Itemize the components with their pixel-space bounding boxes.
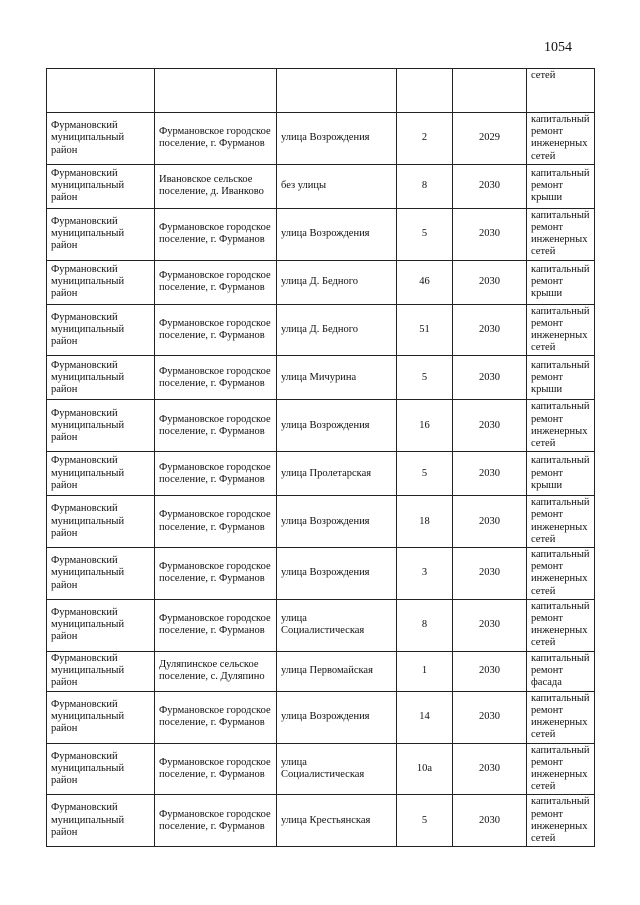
work-cell: капитальный ремонт инженерных сетей [527, 743, 595, 795]
year-cell: 2030 [453, 452, 527, 496]
year-cell: 2030 [453, 400, 527, 452]
table-row [47, 743, 595, 795]
work-cell: капитальный ремонт крыши [527, 356, 595, 400]
settlement-cell: Ивановское сельское поселение, д. Иванково [155, 164, 277, 208]
settlement-cell: Фурмановское городское поселение, г. Фурманов [155, 795, 277, 847]
year-cell: 2029 [453, 113, 527, 165]
settlement-cell: Фурмановское городское поселение, г. Фурманов [155, 599, 277, 651]
settlement-cell [155, 69, 277, 113]
year-cell: 2030 [453, 208, 527, 260]
house-cell: 8 [397, 599, 453, 651]
house-cell [397, 69, 453, 113]
street-cell [277, 69, 397, 113]
street-cell: улица Возрождения [277, 691, 397, 743]
district-cell: Фурмановский муниципальный район [47, 304, 155, 356]
table-body [47, 69, 595, 847]
work-cell: капитальный ремонт инженерных сетей [527, 113, 595, 165]
settlement-cell: Фурмановское городское поселение, г. Фурманов [155, 691, 277, 743]
street-cell: улица Возрождения [277, 113, 397, 165]
work-cell: капитальный ремонт крыши [527, 452, 595, 496]
street-cell: улица Возрождения [277, 208, 397, 260]
district-cell: Фурмановский муниципальный район [47, 400, 155, 452]
house-cell: 5 [397, 356, 453, 400]
work-cell: капитальный ремонт крыши [527, 164, 595, 208]
table-row [47, 795, 595, 847]
table-row [47, 304, 595, 356]
house-cell: 10а [397, 743, 453, 795]
work-cell: капитальный ремонт инженерных сетей [527, 691, 595, 743]
table-row [47, 599, 595, 651]
house-cell: 5 [397, 208, 453, 260]
street-cell: улица Мичурина [277, 356, 397, 400]
house-cell: 51 [397, 304, 453, 356]
settlement-cell: Фурмановское городское поселение, г. Фурманов [155, 356, 277, 400]
settlement-cell: Фурмановское городское поселение, г. Фурманов [155, 400, 277, 452]
work-cell: капитальный ремонт инженерных сетей [527, 400, 595, 452]
table-row [47, 164, 595, 208]
work-cell: капитальный ремонт крыши [527, 260, 595, 304]
settlement-cell: Фурмановское городское поселение, г. Фурманов [155, 208, 277, 260]
house-cell: 18 [397, 496, 453, 548]
table-row [47, 208, 595, 260]
table-row [47, 113, 595, 165]
district-cell: Фурмановский муниципальный район [47, 743, 155, 795]
work-cell: капитальный ремонт инженерных сетей [527, 208, 595, 260]
district-cell: Фурмановский муниципальный район [47, 208, 155, 260]
table-row [47, 452, 595, 496]
work-cell: капитальный ремонт фасада [527, 651, 595, 691]
district-cell: Фурмановский муниципальный район [47, 548, 155, 600]
house-cell: 3 [397, 548, 453, 600]
district-cell: Фурмановский муниципальный район [47, 113, 155, 165]
settlement-cell: Фурмановское городское поселение, г. Фурманов [155, 743, 277, 795]
house-cell: 5 [397, 452, 453, 496]
table-row [47, 496, 595, 548]
street-cell: улица Социалистическая [277, 599, 397, 651]
work-cell: капитальный ремонт инженерных сетей [527, 795, 595, 847]
street-cell: улица Возрождения [277, 548, 397, 600]
work-cell: капитальный ремонт инженерных сетей [527, 496, 595, 548]
table-row [47, 356, 595, 400]
settlement-cell: Дуляпинское сельское поселение, с. Дуляпино [155, 651, 277, 691]
continuation-row [47, 69, 595, 113]
year-cell: 2030 [453, 304, 527, 356]
district-cell: Фурмановский муниципальный район [47, 260, 155, 304]
district-cell: Фурмановский муниципальный район [47, 164, 155, 208]
year-cell: 2030 [453, 743, 527, 795]
year-cell: 2030 [453, 651, 527, 691]
house-cell: 2 [397, 113, 453, 165]
year-cell: 2030 [453, 496, 527, 548]
district-cell: Фурмановский муниципальный район [47, 651, 155, 691]
year-cell: 2030 [453, 691, 527, 743]
house-cell: 5 [397, 795, 453, 847]
housing-repair-table [46, 68, 595, 847]
street-cell: улица Социалистическая [277, 743, 397, 795]
table-row [47, 260, 595, 304]
street-cell: улица Д. Бедного [277, 304, 397, 356]
street-cell: улица Первомайская [277, 651, 397, 691]
table-row [47, 400, 595, 452]
street-cell: улица Крестьянская [277, 795, 397, 847]
work-cell: капитальный ремонт инженерных сетей [527, 304, 595, 356]
district-cell: Фурмановский муниципальный район [47, 795, 155, 847]
year-cell [453, 69, 527, 113]
year-cell: 2030 [453, 795, 527, 847]
settlement-cell: Фурмановское городское поселение, г. Фурманов [155, 496, 277, 548]
settlement-cell: Фурмановское городское поселение, г. Фурманов [155, 452, 277, 496]
year-cell: 2030 [453, 356, 527, 400]
table-row [47, 691, 595, 743]
table-row [47, 548, 595, 600]
district-cell: Фурмановский муниципальный район [47, 356, 155, 400]
year-cell: 2030 [453, 548, 527, 600]
year-cell: 2030 [453, 599, 527, 651]
work-cell: капитальный ремонт инженерных сетей [527, 599, 595, 651]
street-cell: без улицы [277, 164, 397, 208]
page-number: 1054 [544, 40, 572, 55]
work-cell: капитальный ремонт инженерных сетей [527, 548, 595, 600]
street-cell: улица Возрождения [277, 400, 397, 452]
table-row [47, 651, 595, 691]
settlement-cell: Фурмановское городское поселение, г. Фурманов [155, 548, 277, 600]
year-cell: 2030 [453, 164, 527, 208]
district-cell [47, 69, 155, 113]
district-cell: Фурмановский муниципальный район [47, 452, 155, 496]
district-cell: Фурмановский муниципальный район [47, 599, 155, 651]
street-cell: улица Д. Бедного [277, 260, 397, 304]
settlement-cell: Фурмановское городское поселение, г. Фурманов [155, 304, 277, 356]
settlement-cell: Фурмановское городское поселение, г. Фурманов [155, 113, 277, 165]
house-cell: 8 [397, 164, 453, 208]
house-cell: 14 [397, 691, 453, 743]
street-cell: улица Пролетарская [277, 452, 397, 496]
house-cell: 46 [397, 260, 453, 304]
settlement-cell: Фурмановское городское поселение, г. Фурманов [155, 260, 277, 304]
street-cell: улица Возрождения [277, 496, 397, 548]
house-cell: 16 [397, 400, 453, 452]
house-cell: 1 [397, 651, 453, 691]
work-cell: сетей [527, 69, 595, 113]
district-cell: Фурмановский муниципальный район [47, 496, 155, 548]
year-cell: 2030 [453, 260, 527, 304]
district-cell: Фурмановский муниципальный район [47, 691, 155, 743]
